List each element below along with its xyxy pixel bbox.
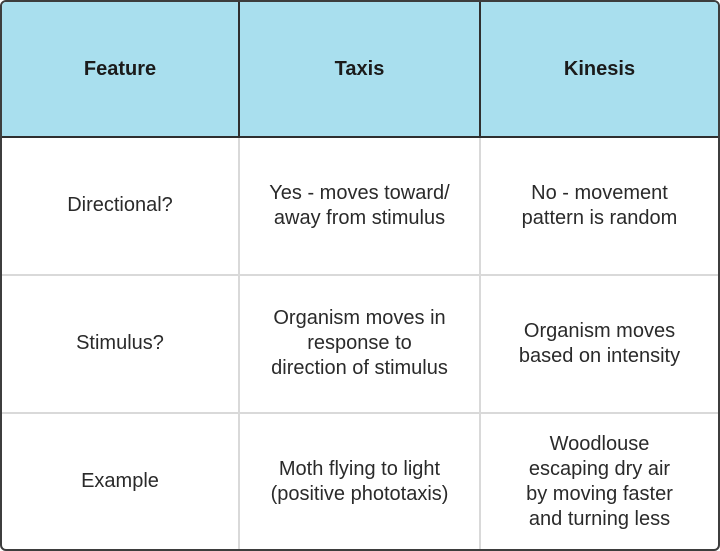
cell-taxis: Yes - moves toward/ away from stimulus (239, 137, 480, 275)
table-row-directional (2, 137, 718, 275)
table-row-stimulus (2, 275, 718, 414)
cell-taxis: Organism moves in response to direction of stimulus (239, 275, 480, 414)
cell-taxis: Moth flying to light (positive phototaxis) (239, 413, 480, 549)
table-header-row (2, 2, 718, 137)
cell-feature: Stimulus? (2, 275, 239, 414)
cell-feature: Example (2, 413, 239, 549)
header-feature: Feature (2, 2, 239, 137)
header-kinesis: Kinesis (480, 2, 718, 137)
cell-kinesis: Woodlouse escaping dry air by moving faster and turning less (526, 432, 673, 530)
header-taxis: Taxis (239, 2, 480, 137)
cell-kinesis: No - movement pattern is random (480, 137, 718, 275)
taxis-kinesis-table (2, 2, 718, 549)
cell-feature: Directional? (2, 137, 239, 275)
cell-kinesis: Organism moves based on intensity (480, 275, 718, 414)
table-row-example (2, 413, 718, 549)
